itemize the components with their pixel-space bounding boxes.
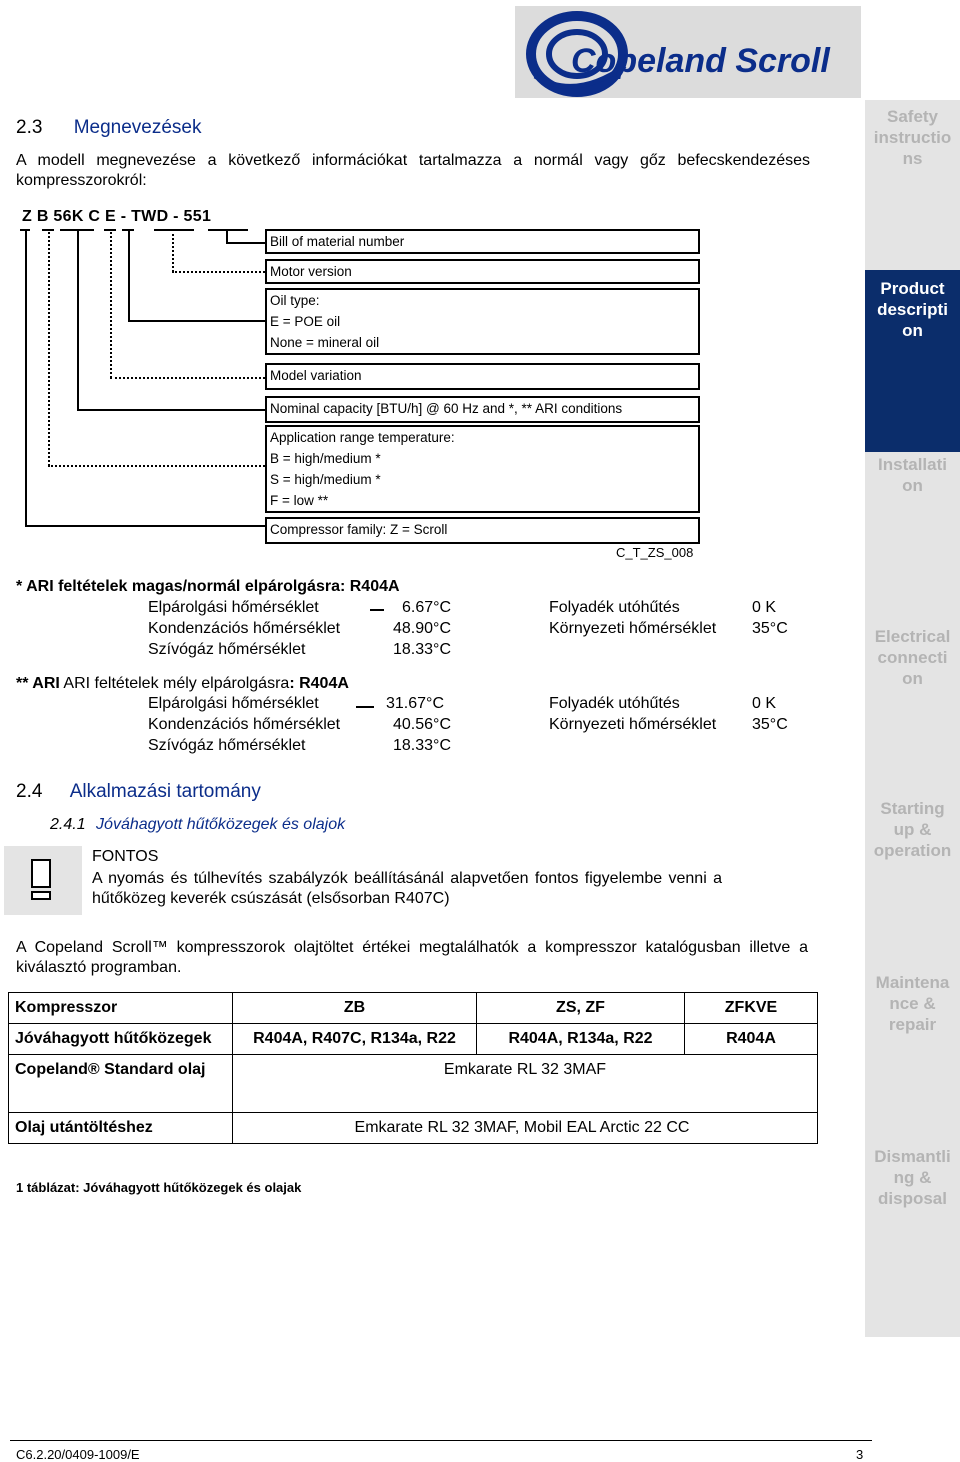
box-oil-type: Oil type: E = POE oil None = mineral oil [265,288,700,355]
ari2-row-value: 40.56°C [393,716,451,733]
ari2-row-value: 18.33°C [393,737,451,754]
section-number: 2.3 [16,117,43,138]
table-cell: R404A, R134a, R22 [477,1024,685,1055]
connector-line [25,229,27,527]
connector-line [172,229,174,272]
ari1-row-value2: 35°C [752,620,788,637]
table-row [9,1113,818,1144]
sidebar-item-starting-up[interactable]: Starting up & operation [873,799,952,860]
section-2-4-heading: 2.4 Alkalmazási tartomány [16,781,261,802]
ari-high-title: * ARI feltételek magas/normál elpárolgásra: R404A [16,578,400,595]
table-cell: Emkarate RL 32 3MAF, Mobil EAL Arctic 22 CC [233,1113,818,1144]
ari1-row-label: Elpárolgási hőmérséklet [148,599,319,616]
ari1-row-label2: Folyadék utóhűtés [549,599,680,616]
table-cell: Copeland® Standard olaj [9,1055,233,1113]
box-bom: Bill of material number [265,229,700,254]
box-model-variation: Model variation [265,363,700,390]
box-application-range: Application range temperature: B = high/medium * S = high/medium * F = low ** [265,425,700,513]
connector-line [48,465,265,467]
ari1-row-label: Szívógáz hőmérséklet [148,641,306,658]
oil-paragraph: A Copeland Scroll™ kompresszorok olajtöltet értékei megtalálhatók a kompresszor katalógusban illetve a kiválasztó programban. [16,939,808,976]
connector-line [172,271,265,273]
sidebar-nav [865,100,960,1337]
connector-line [110,229,112,378]
connector-line [122,229,134,231]
ari1-row-value: 6.67°C [402,599,452,616]
table-cell: R404A, R407C, R134a, R22 [233,1024,477,1055]
note-text: A nyomás és túlhevítés szabályzók beállításánál alapvetően fontos figyelembe venni a hűtőközeg keverék csúszását (elsősorban R407C) [92,870,722,907]
ari-low-title: ** ARI ARI feltételek mély elpárolgásra: R404A [16,675,349,692]
section-title: Megnevezések [73,117,202,138]
connector-line [42,229,54,231]
dash-mark [370,609,384,611]
connector-line [60,229,94,231]
sidebar-item-safety[interactable]: Safety instructio ns [873,107,952,168]
connector-line [77,229,79,411]
ari2-row-value2: 35°C [752,716,788,733]
ari2-row-value2: 0 K [752,695,777,712]
connector-line [25,525,265,527]
table-cell: ZS, ZF [477,993,685,1024]
ari2-row-value: 31.67°C [386,695,444,712]
ari2-row-label: Kondenzációs hőmérséklet [148,716,341,733]
sidebar-item-installation[interactable]: Installati on [878,455,947,495]
copeland-scroll-logo [515,6,861,98]
table-row [9,1055,818,1113]
sidebar-item-maintenance[interactable]: Maintena nce & repair [875,973,950,1034]
exclamation-icon [31,859,51,888]
sidebar-item-dismantling[interactable]: Dismantli ng & disposal [874,1147,951,1208]
connector-line [128,229,130,322]
sidebar-item-product-description[interactable]: Product descripti on [865,270,960,452]
ari2-row-label: Szívógáz hőmérséklet [148,737,306,754]
figure-code: C_T_ZS_008 [616,545,694,560]
box-compressor-family: Compressor family: Z = Scroll [265,517,700,544]
table-cell: Kompresszor [9,993,233,1024]
exclamation-dot-icon [31,891,51,900]
connector-line [104,229,116,231]
ari1-row-value2: 0 K [752,599,777,616]
ari1-row-label: Kondenzációs hőmérséklet [148,620,341,637]
warning-box [4,846,82,915]
ari2-row-label2: Környezeti hőmérséklet [549,716,717,733]
ari1-row-value: 48.90°C [393,620,451,637]
connector-line [48,229,50,466]
table-cell: ZB [233,993,477,1024]
table-cell: Jóváhagyott hűtőközegek [9,1024,233,1055]
note-heading: FONTOS [92,848,159,865]
ari2-row-label2: Folyadék utóhűtés [549,695,680,712]
connector-line [208,229,248,231]
table-cell: Olaj utántöltéshez [9,1113,233,1144]
refrigerant-table [8,992,818,1144]
table-row [9,993,818,1024]
ari2-row-label: Elpárolgási hőmérséklet [148,695,319,712]
table-cell: R404A [685,1024,818,1055]
intro-paragraph: A modell megnevezése a következő információkat tartalmazza a normál vagy gőz befecskendezéses kompresszorokról: [16,152,810,189]
dash-mark [356,706,374,708]
sidebar-item-electrical-connection[interactable]: Electrical connecti on [874,627,951,688]
ari1-row-value: 18.33°C [393,641,451,658]
table-cell: Emkarate RL 32 3MAF [233,1055,818,1113]
model-code: Z B 56K C E - TWD - 551 [22,208,212,225]
ari1-row-label2: Környezeti hőmérséklet [549,620,717,637]
connector-line [128,320,265,322]
logo-text: Copeland Scroll [571,42,830,80]
section-2-3-heading [16,117,202,139]
table-row [9,1024,818,1055]
connector-line [20,229,30,231]
footer-page-number: 3 [856,1447,864,1462]
table-caption: 1 táblázat: Jóváhagyott hűtőközegek és olajak [16,1180,302,1195]
connector-line [77,409,265,411]
connector-line [110,377,265,379]
box-capacity: Nominal capacity [BTU/h] @ 60 Hz and *, ** ARI conditions [265,396,700,423]
connector-line [154,229,194,231]
table-cell: ZFKVE [685,993,818,1024]
footer-doc-code: C6.2.20/0409-1009/E [16,1447,140,1462]
box-motor: Motor version [265,259,700,284]
footer-rule [10,1440,872,1441]
subsection-2-4-1-heading: 2.4.1 Jóváhagyott hűtőközegek és olajok [50,816,346,833]
connector-line [226,242,265,244]
